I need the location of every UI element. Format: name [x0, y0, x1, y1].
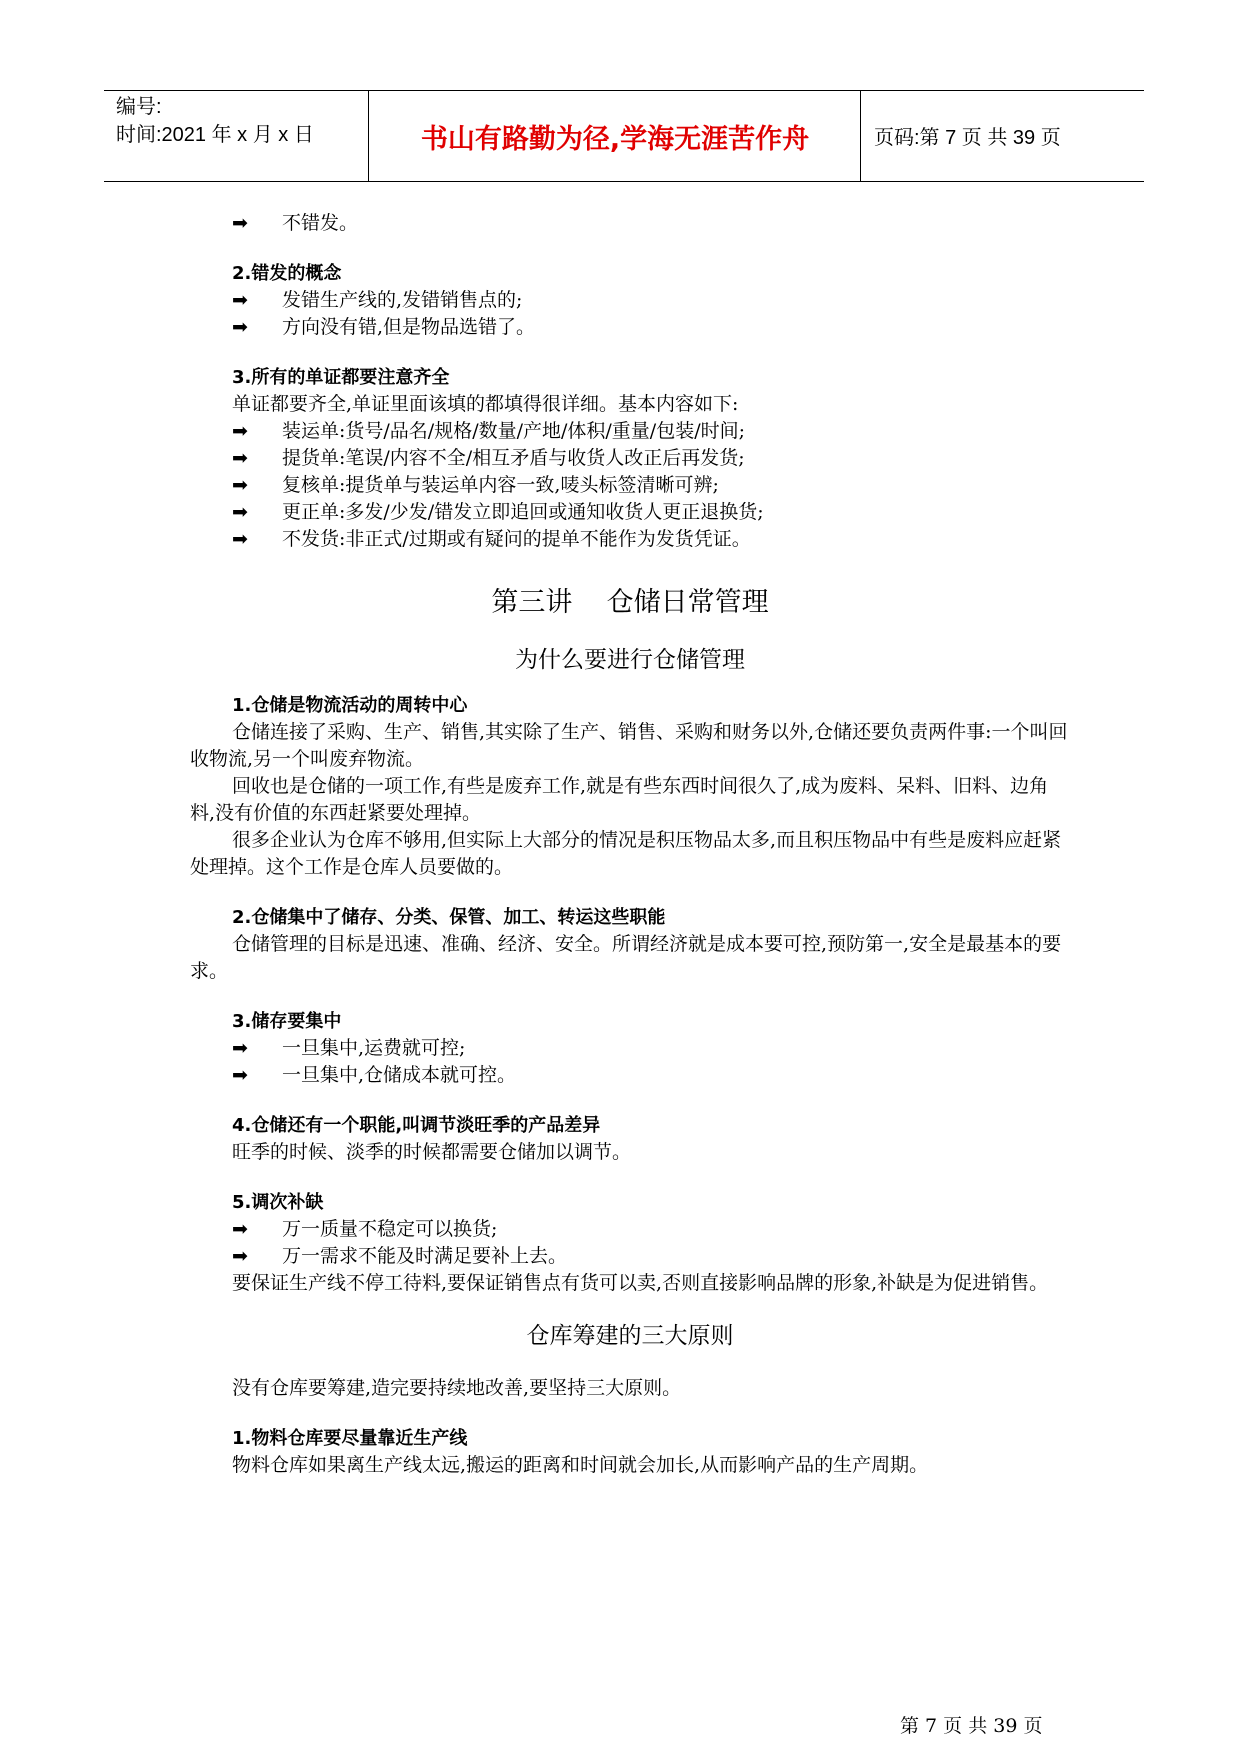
header-motto: 书山有路勤为径,学海无涯苦作舟	[420, 124, 810, 155]
list-item-text: 提货单:笔误/内容不全/相互矛盾与收货人改正后再发货;	[282, 447, 745, 469]
arrow-right-icon: ➡	[232, 1064, 248, 1086]
list-item	[232, 1062, 1102, 1089]
list-item-text: 更正单:多发/少发/错发立即追回或通知收货人更正退换货;	[282, 501, 764, 523]
list-item-text: 方向没有错,但是物品选错了。	[282, 316, 536, 338]
list-item	[232, 1035, 1102, 1062]
arrow-right-icon: ➡	[232, 474, 248, 496]
list-item-text: 装运单:货号/品名/规格/数量/产地/体积/重量/包装/时间;	[282, 420, 746, 442]
section-title: 为什么要进行仓储管理	[515, 647, 745, 673]
arrow-right-icon: ➡	[232, 289, 248, 311]
section-heading: 1.仓储是物流活动的周转中心	[232, 695, 468, 716]
arrow-right-icon: ➡	[232, 528, 248, 550]
arrow-right-icon: ➡	[232, 420, 248, 442]
arrow-right-icon: ➡	[232, 447, 248, 469]
paragraph: 要保证生产线不停工待料,要保证销售点有货可以卖,否则直接影响品牌的形象,补缺是为促进销售。	[232, 1272, 1049, 1294]
list-item	[232, 499, 1102, 526]
paragraph: 旺季的时候、淡季的时候都需要仓储加以调节。	[232, 1141, 632, 1163]
header-meta	[116, 93, 314, 149]
lecture-title: 第三讲 仓储日常管理	[491, 587, 769, 618]
list-item-text: 不错发。	[282, 212, 359, 234]
arrow-right-icon: ➡	[232, 501, 248, 523]
list-item-text: 一旦集中,运费就可控;	[282, 1037, 466, 1059]
list-item-text: 发错生产线的,发错销售点的;	[282, 289, 523, 311]
list-item	[232, 210, 1102, 237]
page-header	[104, 90, 1144, 182]
list-item-text: 复核单:提货单与装运单内容一致,唛头标签清晰可辨;	[282, 474, 719, 496]
page-footer: 第 7 页 共 39 页	[900, 1715, 1043, 1737]
arrow-right-icon: ➡	[232, 212, 248, 234]
section-heading: 2.错发的概念	[232, 263, 342, 284]
paragraph: 很多企业认为仓库不够用,但实际上大部分的情况是积压物品太多,而且积压物品中有些是废料应赶紧处理掉。这个工作是仓库人员要做的。	[190, 829, 1062, 878]
paragraph: 没有仓库要筹建,造完要持续地改善,要坚持三大原则。	[232, 1377, 682, 1399]
list-item	[232, 314, 1102, 341]
section-heading: 2.仓储集中了储存、分类、保管、加工、转运这些职能	[232, 907, 666, 928]
arrow-right-icon: ➡	[232, 1037, 248, 1059]
section-heading: 1.物料仓库要尽量靠近生产线	[232, 1428, 468, 1449]
header-time-label: 时间:2021 年 x 月 x 日	[116, 124, 314, 146]
paragraph: 物料仓库如果离生产线太远,搬运的距离和时间就会加长,从而影响产品的生产周期。	[232, 1454, 929, 1476]
arrow-right-icon: ➡	[232, 1245, 248, 1267]
list-item-text: 万一质量不稳定可以换货;	[282, 1218, 498, 1240]
header-page-label: 页码:第 7 页 共 39 页	[874, 127, 1061, 149]
list-item-text: 不发货:非正式/过期或有疑问的提单不能作为发货凭证。	[282, 528, 751, 550]
section-heading: 3.所有的单证都要注意齐全	[232, 367, 450, 388]
list-item-text: 万一需求不能及时满足要补上去。	[282, 1245, 568, 1267]
header-number-label: 编号:	[116, 96, 162, 118]
paragraph: 仓储管理的目标是迅速、准确、经济、安全。所谓经济就是成本要可控,预防第一,安全是最基本的要求。	[190, 933, 1062, 982]
list-item-text: 一旦集中,仓储成本就可控。	[282, 1064, 517, 1086]
paragraph: 仓储连接了采购、生产、销售,其实除了生产、销售、采购和财务以外,仓储还要负责两件事:一个叫回收物流,另一个叫废弃物流。	[190, 721, 1068, 770]
section-title: 仓库筹建的三大原则	[526, 1323, 734, 1349]
list-item	[232, 445, 1102, 472]
list-item	[232, 472, 1102, 499]
arrow-right-icon: ➡	[232, 1218, 248, 1240]
document-body	[190, 210, 1068, 1479]
header-divider	[860, 91, 861, 181]
header-divider	[368, 91, 369, 181]
paragraph: 回收也是仓储的一项工作,有些是废弃工作,就是有些东西时间很久了,成为废料、呆料、旧料、边角料,没有价值的东西赶紧要处理掉。	[190, 775, 1049, 824]
list-item	[232, 287, 1102, 314]
list-item	[232, 526, 1102, 553]
list-item	[232, 1243, 1102, 1270]
section-heading: 5.调次补缺	[232, 1192, 324, 1213]
paragraph: 单证都要齐全,单证里面该填的都填得很详细。基本内容如下:	[232, 393, 739, 415]
section-heading: 4.仓储还有一个职能,叫调节淡旺季的产品差异	[232, 1115, 601, 1136]
list-item	[232, 1216, 1102, 1243]
section-heading: 3.储存要集中	[232, 1011, 342, 1032]
list-item	[232, 418, 1102, 445]
arrow-right-icon: ➡	[232, 316, 248, 338]
